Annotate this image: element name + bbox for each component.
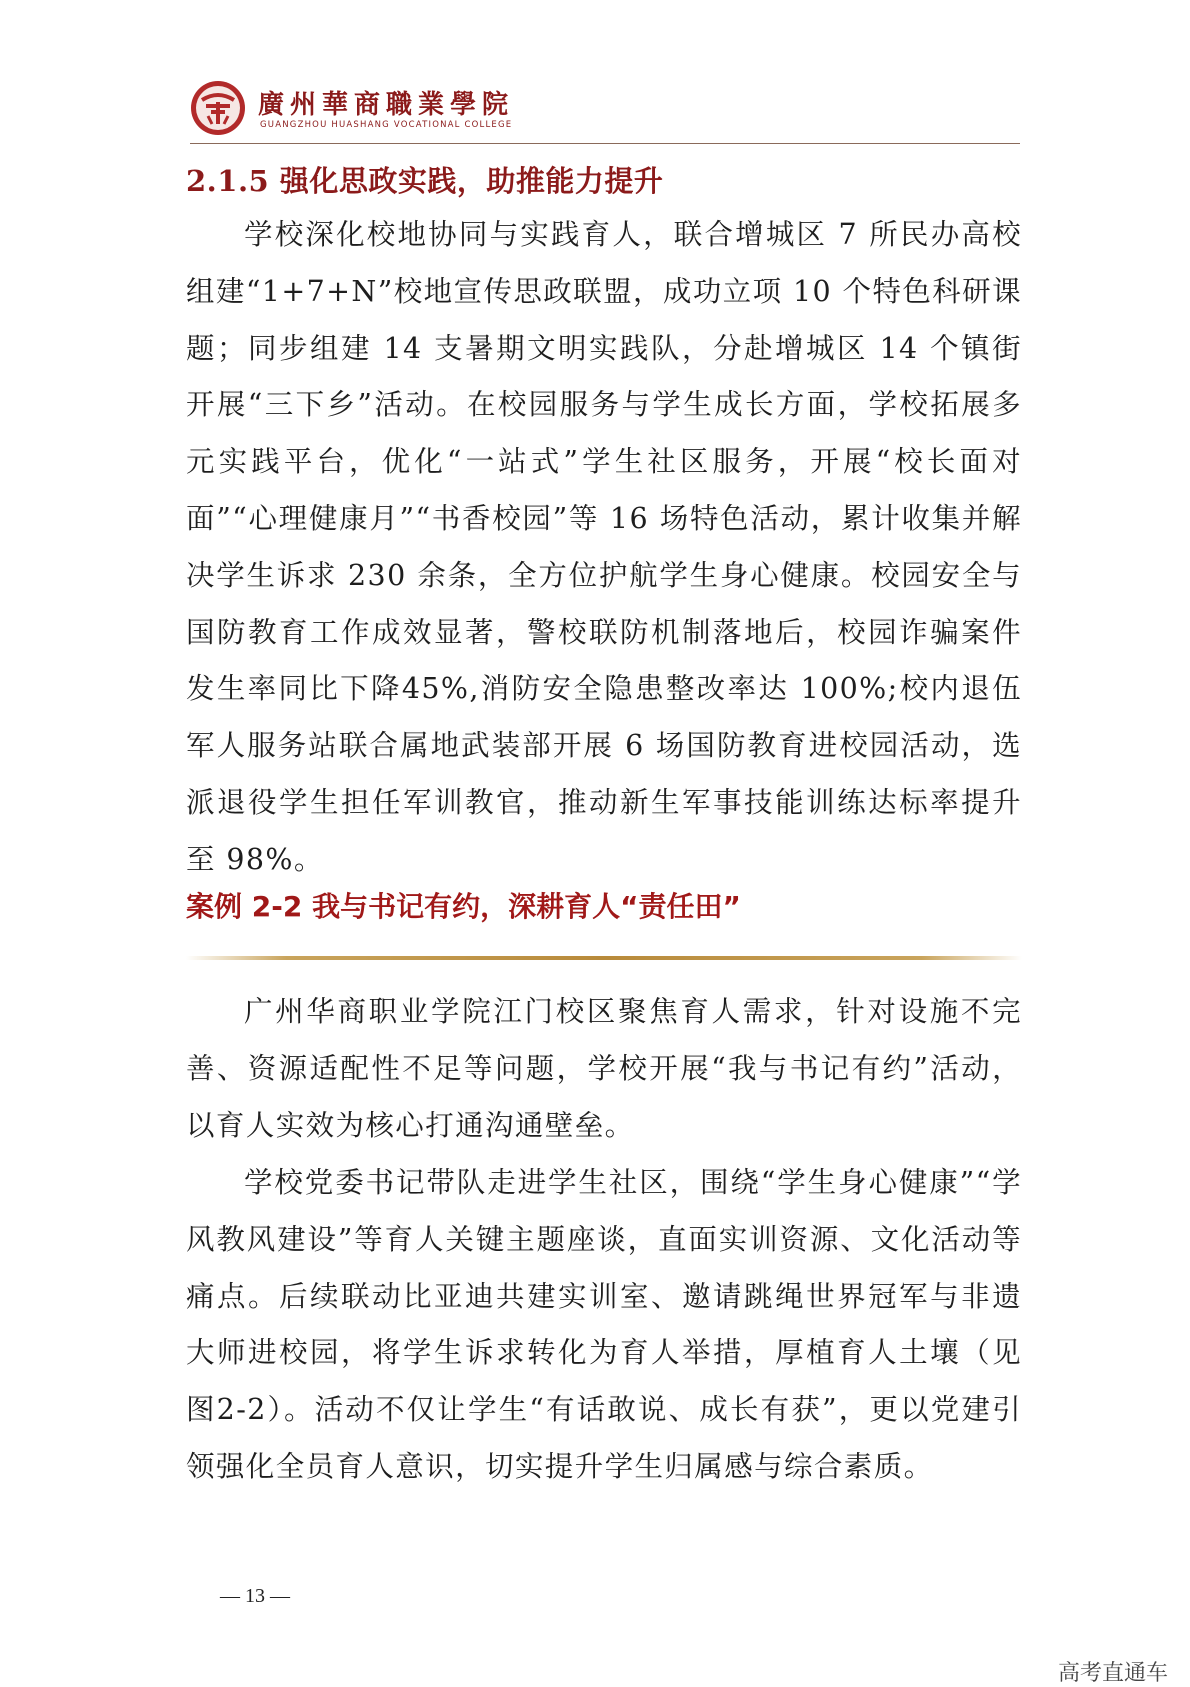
college-name-en: GUANGZHOU HUASHANG VOCATIONAL COLLEGE	[260, 120, 513, 130]
college-name-cn: 廣州華商職業學院	[258, 90, 515, 120]
case-paragraph-1: 广州华商职业学院江门校区聚焦育人需求，针对设施不完善、资源适配性不足等问题，学校开展“我与书记有约”活动，以育人实效为核心打通沟通壁垒。	[186, 995, 1022, 1142]
page-number: — 13 —	[220, 1585, 290, 1607]
page-header	[190, 76, 1020, 146]
watermark-text: 高考直通车	[1058, 1661, 1169, 1686]
section-heading: 2.1.5 强化思政实践，助推能力提升	[186, 164, 664, 198]
section-paragraph: 学校深化校地协同与实践育人，联合增城区 7 所民办高校组建“1+7+N”校地宣传思政联盟，成功立项 10 个特色科研课题；同步组建 14 支暑期文明实践队，分赴增城区 14 个镇街开展“三下乡”活动。在校园服务与学生成长方面，学校拓展多元实践平台，优化“一站式”学生社区服务，开展“校长面对面”“心理健康月”“书香校园”等 16 场特色活动，累计收集并解决学生诉求 230 余条，全方位护航学生身心健康。校园安全与国防教育工作成效显著，警校联防机制落地后，校园诈骗案件发生率同比下降45%,消防安全隐患整改率达 100%;校内退伍军人服务站联合属地武装部开展 6 场国防教育进校园活动，选派退役学生担任军训教官，推动新生军事技能训练达标率提升至 98%。	[186, 218, 1022, 876]
case-divider	[186, 956, 1022, 960]
case-paragraph-2: 学校党委书记带队走进学生社区，围绕“学生身心健康”“学风教风建设”等育人关键主题座谈，直面实训资源、文化活动等痛点。后续联动比亚迪共建实训室、邀请跳绳世界冠军与非遗大师进校园，将学生诉求转化为育人举措，厚植育人土壤（见图2-2）。活动不仅让学生“有话敢说、成长有获”，更以党建引领强化全员育人意识，切实提升学生归属感与综合素质。	[186, 1166, 1022, 1483]
case-heading: 案例 2-2 我与书记有约，深耕育人“责任田”	[186, 890, 741, 923]
header-divider	[190, 143, 1020, 144]
college-seal-icon	[190, 80, 246, 136]
